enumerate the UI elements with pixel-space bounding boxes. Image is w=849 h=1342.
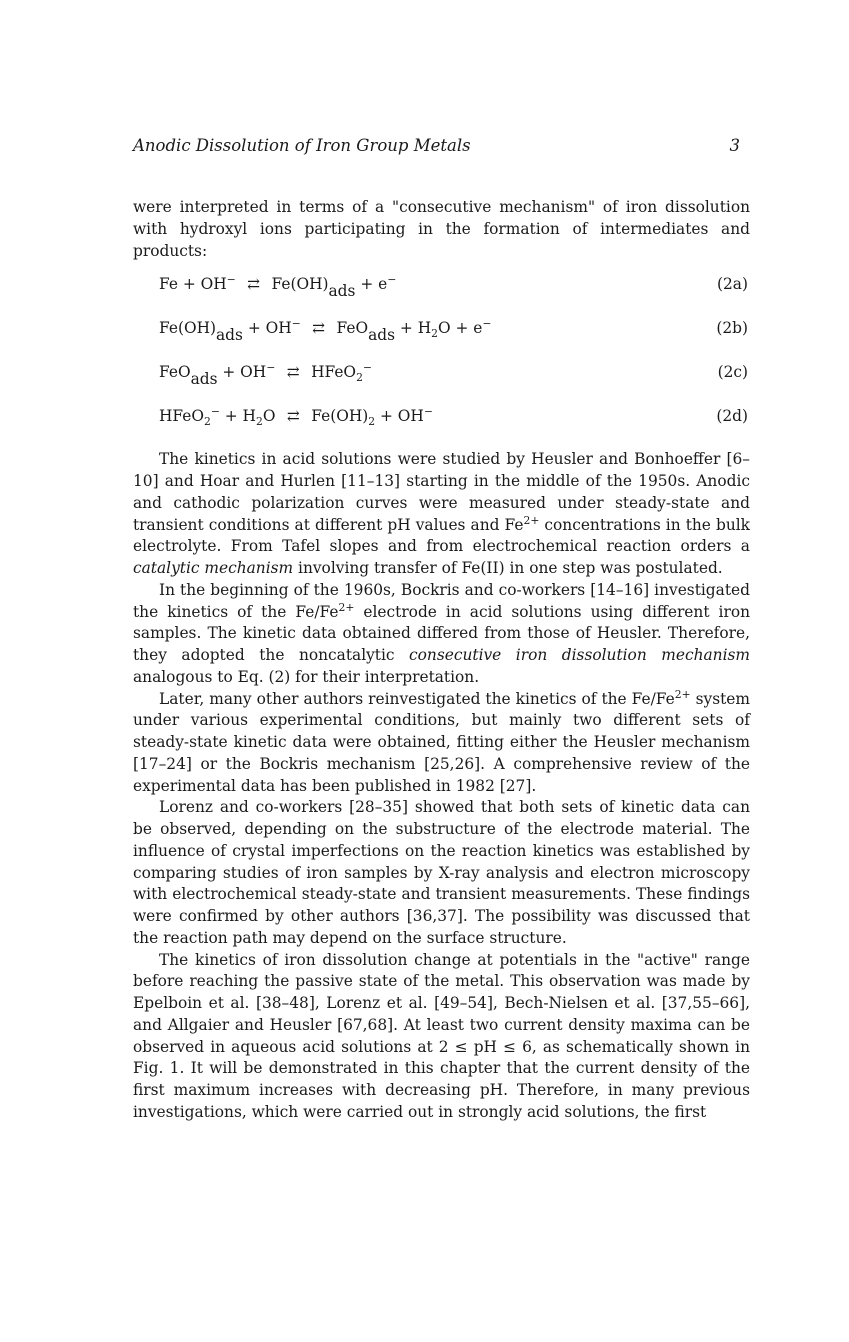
equation-label: (2a) xyxy=(717,275,748,294)
running-title: Anodic Dissolution of Iron Group Metals xyxy=(133,136,471,155)
equation-label: (2d) xyxy=(716,406,748,425)
equation-label: (2b) xyxy=(716,319,748,337)
equation-label: (2c) xyxy=(717,362,748,381)
equation-2c: FeOads + OH− ⇄ HFeO$_2$− (2c) xyxy=(159,360,748,388)
paragraph-acid-kinetics: The kinetics in acid solutions were studied by Heusler and Bonhoeffer [6–10] and Hoar and Hurlen [11–13] starting in the middle of the 1950s. Anodic and cathodic polarization curves were measured under steady-state and transient conditions at different pH values and $Fe^{2+}$ concentrations in the bulk electrolyte. From Tafel slopes and from electrochemical reaction orders a catalytic mechanism involving transfer of Fe(II) in one step was postulated. xyxy=(133,450,750,577)
paragraph-lorenz: Lorenz and co-workers [28–35] showed that both sets of kinetic data can be observed, depending on the substructure of the electrode material. The influence of crystal imperfections on the reaction kinetics was established by comparing studies of iron samples by X-ray analysis and electron microscopy with electrochemical steady-state and transient measurements. These findings were confirmed by other authors [36,37]. The possibility was discussed that the reaction path may depend on the surface structure. xyxy=(133,798,750,947)
equation-2b: Fe(OH)ads + OH− ⇄ FeOads + $H_2O + e^-$ (2b) xyxy=(159,316,748,344)
running-header xyxy=(133,136,740,158)
paragraph-active-range: The kinetics of iron dissolution change at potentials in the "active" range before reaching the passive state of the metal. This observation was made by Epelboin et al. [38–48], Lorenz et al. [49–54], Bech-Nielsen et al. [37,55–66], and Allgaier and Heusler [67,68]. At least two current density maxima can be observed in aqueous acid solutions at 2 ≤ pH ≤ 6, as schematically shown in Fig. 1. It will be demonstrated in this chapter that the current density of the first maximum increases with decreasing pH. Therefore, in many previous investigations, which were carried out in strongly acid solutions, the first xyxy=(133,950,751,1121)
intro-paragraph: were interpreted in terms of a "consecutive mechanism" of iron dissolution with hydroxyl ions participating in the formation of intermediates and products: xyxy=(133,198,750,260)
body-text xyxy=(133,197,750,1124)
equation-block xyxy=(133,274,750,427)
equation-2a: Fe + OH− ⇄ Fe(OH)ads + e− (2a) xyxy=(159,273,748,301)
page-number: 3 xyxy=(729,136,740,155)
paragraph-reinvestigation: Later, many other authors reinvestigated the kinetics of the $Fe/Fe^{2+}$ system under various experimental conditions, but mainly two different sets of steady-state kinetic data were obtained, fitting either the Heusler mechanism [17–24] or the Bockris mechanism [25,26]. A comprehensive review of the experimental data has been published in 1982 [27]. xyxy=(133,687,750,795)
paragraph-bockris: In the beginning of the 1960s, Bockris and co-workers [14–16] investigated the kinetics of the $Fe/Fe^{2+}$ electrode in acid solutions using different iron samples. The kinetic data obtained differed from those of Heusler. Therefore, they adopted the noncatalytic consecutive iron dissolution mechanism analogous to Eq. (2) for their interpretation. xyxy=(133,580,750,686)
equation-2d: HFeO$_2$− + $H_2O$ ⇄ $Fe(OH)_2 + OH^-$ (2d) xyxy=(159,404,748,428)
